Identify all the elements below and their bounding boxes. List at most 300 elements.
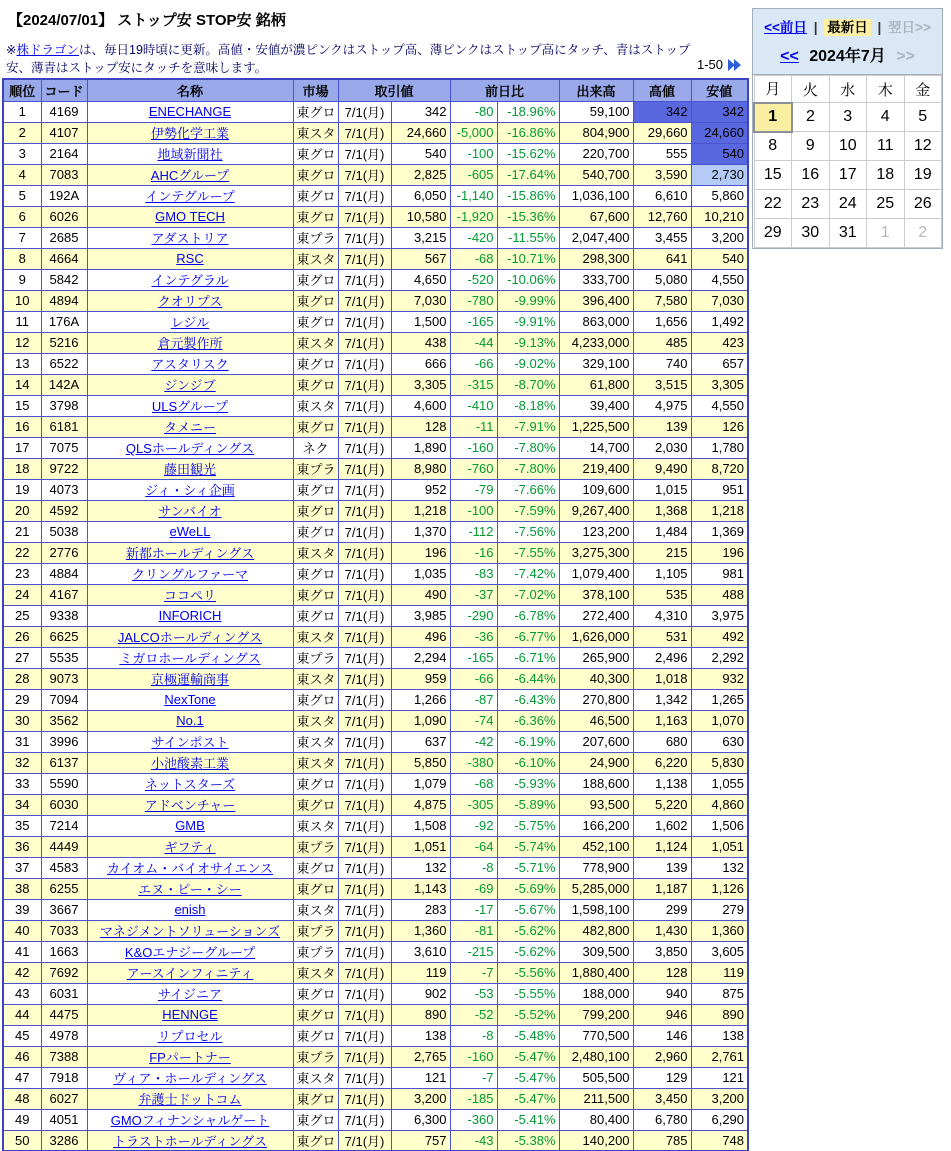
change-cell: -92 — [450, 815, 497, 836]
stock-name-link[interactable]: タメニー — [163, 420, 216, 435]
high-cell: 1,430 — [633, 920, 691, 941]
price-cell: 540 — [391, 143, 450, 164]
high-cell: 7,580 — [633, 290, 691, 311]
change-cell: -36 — [450, 626, 497, 647]
code-cell: 7214 — [41, 815, 87, 836]
name-cell — [87, 626, 293, 647]
change-pct-cell: -5.74% — [497, 836, 559, 857]
name-cell — [87, 269, 293, 290]
name-cell — [87, 689, 293, 710]
name-cell — [87, 794, 293, 815]
price-cell: 119 — [391, 962, 450, 983]
high-cell: 139 — [633, 857, 691, 878]
low-cell: 492 — [691, 626, 748, 647]
stock-name-link[interactable]: サインポスト — [151, 735, 229, 750]
volume-cell: 270,800 — [559, 689, 633, 710]
market-cell: 東グロ — [293, 311, 338, 332]
table-row — [3, 794, 748, 815]
code-cell: 4449 — [41, 836, 87, 857]
stock-name-link[interactable]: 伊勢化学工業 — [150, 126, 229, 141]
price-cell: 121 — [391, 1067, 450, 1088]
next-page-icon[interactable] — [726, 58, 743, 72]
low-cell: 3,605 — [691, 941, 748, 962]
name-cell — [87, 857, 293, 878]
page-title: 【2024/07/01】 ストップ安 STOP安 銘柄 — [8, 12, 286, 29]
market-cell: 東グロ — [293, 374, 338, 395]
date-cell: 7/1(月) — [338, 941, 391, 962]
name-cell — [87, 1109, 293, 1130]
calendar-day[interactable]: 19 — [904, 161, 942, 190]
high-cell: 785 — [633, 1130, 691, 1151]
calendar-nav — [753, 9, 942, 75]
high-cell: 6,780 — [633, 1109, 691, 1130]
high-cell: 4,310 — [633, 605, 691, 626]
stock-name-link[interactable]: INFORICH — [158, 608, 222, 623]
market-cell: 東プラ — [293, 647, 338, 668]
stock-name-link[interactable]: 藤田観光 — [163, 462, 216, 477]
calendar-day[interactable]: 2 — [792, 103, 830, 132]
change-cell: -66 — [450, 668, 497, 689]
market-cell: 東グロ — [293, 164, 338, 185]
volume-cell: 482,800 — [559, 920, 633, 941]
market-cell: 東グロ — [293, 983, 338, 1004]
stock-name-link[interactable]: アダストリア — [151, 231, 229, 246]
date-cell: 7/1(月) — [338, 1130, 391, 1151]
change-pct-cell: -6.78% — [497, 605, 559, 626]
volume-cell: 109,600 — [559, 479, 633, 500]
rank-cell: 17 — [3, 437, 41, 458]
volume-cell: 188,000 — [559, 983, 633, 1004]
stock-name-link[interactable]: eWeLL — [169, 524, 211, 539]
calendar-day[interactable]: 29 — [754, 219, 792, 248]
low-cell: 657 — [691, 353, 748, 374]
change-cell: -290 — [450, 605, 497, 626]
change-cell: -68 — [450, 248, 497, 269]
calendar-day[interactable]: 15 — [754, 161, 792, 190]
low-cell: 748 — [691, 1130, 748, 1151]
calendar-day[interactable]: 11 — [867, 132, 905, 161]
volume-cell: 123,200 — [559, 521, 633, 542]
change-cell: -160 — [450, 1046, 497, 1067]
header-price: 取引値 — [338, 79, 450, 101]
stock-name-link[interactable]: 地域新聞社 — [157, 147, 223, 162]
volume-cell: 1,880,400 — [559, 962, 633, 983]
market-cell: 東プラ — [293, 227, 338, 248]
calendar-day[interactable]: 22 — [754, 190, 792, 219]
market-cell: 東グロ — [293, 773, 338, 794]
name-cell — [87, 416, 293, 437]
table-row — [3, 857, 748, 878]
market-cell: 東グロ — [293, 878, 338, 899]
volume-cell: 799,200 — [559, 1004, 633, 1025]
calendar-day[interactable]: 26 — [904, 190, 942, 219]
market-cell: 東プラ — [293, 1046, 338, 1067]
change-cell: -112 — [450, 521, 497, 542]
code-cell: 6137 — [41, 752, 87, 773]
change-cell: -68 — [450, 773, 497, 794]
code-cell: 9722 — [41, 458, 87, 479]
calendar-day[interactable]: 23 — [792, 190, 830, 219]
rank-cell: 49 — [3, 1109, 41, 1130]
stock-name-link[interactable]: アドベンチャー — [144, 798, 236, 813]
change-pct-cell: -6.71% — [497, 647, 559, 668]
high-cell: 5,080 — [633, 269, 691, 290]
high-cell: 1,656 — [633, 311, 691, 332]
change-pct-cell: -11.55% — [497, 227, 559, 248]
stock-name-link[interactable]: ギフティ — [164, 840, 216, 855]
high-cell: 1,484 — [633, 521, 691, 542]
low-cell: 488 — [691, 584, 748, 605]
change-pct-cell: -6.44% — [497, 668, 559, 689]
pager — [697, 57, 743, 72]
high-cell: 555 — [633, 143, 691, 164]
stock-name-link[interactable]: インテグラル — [151, 273, 229, 288]
date-cell: 7/1(月) — [338, 416, 391, 437]
calendar-day[interactable]: 17 — [829, 161, 867, 190]
low-cell: 3,200 — [691, 227, 748, 248]
table-row — [3, 542, 748, 563]
low-cell: 342 — [691, 101, 748, 122]
change-cell: -43 — [450, 1130, 497, 1151]
stock-name-link[interactable]: QLSホールディングス — [125, 441, 255, 456]
name-cell — [87, 521, 293, 542]
date-cell: 7/1(月) — [338, 500, 391, 521]
price-cell: 3,200 — [391, 1088, 450, 1109]
stock-name-link[interactable]: 小池酸素工業 — [150, 756, 229, 771]
code-cell: 2685 — [41, 227, 87, 248]
change-cell: -66 — [450, 353, 497, 374]
price-cell: 1,090 — [391, 710, 450, 731]
change-pct-cell: -5.67% — [497, 899, 559, 920]
low-cell: 1,492 — [691, 311, 748, 332]
stock-name-link[interactable]: NexTone — [164, 692, 216, 707]
stock-name-link[interactable]: ココペリ — [163, 588, 216, 603]
low-cell: 2,730 — [691, 164, 748, 185]
stock-name-link[interactable]: リプロセル — [157, 1029, 223, 1044]
high-cell: 1,105 — [633, 563, 691, 584]
date-cell: 7/1(月) — [338, 899, 391, 920]
stock-name-link[interactable]: ジンジブ — [164, 378, 216, 393]
name-cell — [87, 752, 293, 773]
market-cell: 東グロ — [293, 185, 338, 206]
stock-name-link[interactable]: 新都ホールディングス — [125, 546, 255, 561]
change-cell: -360 — [450, 1109, 497, 1130]
date-cell: 7/1(月) — [338, 626, 391, 647]
name-cell — [87, 878, 293, 899]
name-cell — [87, 101, 293, 122]
price-cell: 902 — [391, 983, 450, 1004]
stock-name-link[interactable]: No.1 — [176, 713, 204, 728]
code-cell: 3996 — [41, 731, 87, 752]
code-cell: 7083 — [41, 164, 87, 185]
stock-name-link[interactable]: GMO TECH — [155, 209, 225, 224]
change-cell: -1,920 — [450, 206, 497, 227]
stock-name-link[interactable]: クリングルファーマ — [131, 567, 249, 582]
weekday-label: 月 — [754, 76, 792, 103]
low-cell: 119 — [691, 962, 748, 983]
change-cell: -420 — [450, 227, 497, 248]
stock-name-link[interactable]: FPパートナー — [149, 1050, 231, 1065]
code-cell: 9073 — [41, 668, 87, 689]
date-cell: 7/1(月) — [338, 962, 391, 983]
name-cell — [87, 227, 293, 248]
name-cell — [87, 731, 293, 752]
name-cell — [87, 710, 293, 731]
low-cell: 3,305 — [691, 374, 748, 395]
header-high: 高値 — [633, 79, 691, 101]
calendar-day[interactable]: 3 — [829, 103, 867, 132]
stock-name-link[interactable]: マネジメントソリューションズ — [99, 924, 281, 939]
code-cell: 7388 — [41, 1046, 87, 1067]
change-cell: -305 — [450, 794, 497, 815]
name-cell — [87, 395, 293, 416]
stock-name-link[interactable]: クオリプス — [157, 294, 223, 309]
table-row — [3, 605, 748, 626]
calendar-day[interactable]: 4 — [867, 103, 905, 132]
header-market: 市場 — [293, 79, 338, 101]
calendar-day[interactable]: 12 — [904, 132, 942, 161]
calendar-day[interactable]: 30 — [792, 219, 830, 248]
market-cell: 東スタ — [293, 752, 338, 773]
low-cell: 126 — [691, 416, 748, 437]
volume-cell: 2,480,100 — [559, 1046, 633, 1067]
calendar-day[interactable]: 5 — [904, 103, 942, 132]
change-cell: -64 — [450, 836, 497, 857]
stock-name-link[interactable]: アスタリスク — [151, 357, 229, 372]
price-cell: 5,850 — [391, 752, 450, 773]
stock-name-link[interactable]: レジル — [170, 315, 210, 330]
price-cell: 2,825 — [391, 164, 450, 185]
market-cell: 東グロ — [293, 101, 338, 122]
high-cell: 342 — [633, 101, 691, 122]
calendar-grid — [753, 75, 942, 248]
price-cell: 132 — [391, 857, 450, 878]
date-cell: 7/1(月) — [338, 689, 391, 710]
stock-name-link[interactable]: GMOフィナンシャルゲート — [110, 1113, 270, 1128]
date-cell: 7/1(月) — [338, 311, 391, 332]
stock-name-link[interactable]: JALCOホールディングス — [117, 630, 263, 645]
name-cell — [87, 290, 293, 311]
high-cell: 146 — [633, 1025, 691, 1046]
volume-cell: 1,079,400 — [559, 563, 633, 584]
date-cell: 7/1(月) — [338, 1067, 391, 1088]
rank-cell: 50 — [3, 1130, 41, 1151]
change-pct-cell: -7.02% — [497, 584, 559, 605]
prev-month-link[interactable]: << — [780, 48, 799, 65]
name-cell — [87, 458, 293, 479]
price-cell: 1,500 — [391, 311, 450, 332]
name-cell — [87, 164, 293, 185]
table-row — [3, 689, 748, 710]
stock-name-link[interactable]: アースインフィニティ — [126, 966, 254, 981]
code-cell: 4583 — [41, 857, 87, 878]
price-cell: 1,143 — [391, 878, 450, 899]
rank-cell: 10 — [3, 290, 41, 311]
name-cell — [87, 920, 293, 941]
rank-cell: 31 — [3, 731, 41, 752]
rank-cell: 48 — [3, 1088, 41, 1109]
low-cell: 1,051 — [691, 836, 748, 857]
market-cell: 東スタ — [293, 122, 338, 143]
volume-cell: 272,400 — [559, 605, 633, 626]
volume-cell: 452,100 — [559, 836, 633, 857]
price-cell: 567 — [391, 248, 450, 269]
change-cell: -8 — [450, 1025, 497, 1046]
table-row — [3, 206, 748, 227]
stock-name-link[interactable]: ヴィア・ホールディングス — [113, 1071, 267, 1086]
stock-name-link[interactable]: カイオム・バイオサイエンス — [106, 861, 273, 876]
calendar-day[interactable]: 25 — [867, 190, 905, 219]
change-pct-cell: -7.59% — [497, 500, 559, 521]
stock-name-link[interactable]: AHCグループ — [150, 168, 230, 183]
price-cell: 1,370 — [391, 521, 450, 542]
low-cell: 6,290 — [691, 1109, 748, 1130]
calendar-day[interactable]: 24 — [829, 190, 867, 219]
change-pct-cell: -6.10% — [497, 752, 559, 773]
change-pct-cell: -5.41% — [497, 1109, 559, 1130]
calendar-day[interactable]: 31 — [829, 219, 867, 248]
calendar-week-row — [754, 161, 942, 190]
kabu-dragon-link[interactable]: 株ドラゴン — [16, 43, 79, 57]
price-cell: 342 — [391, 101, 450, 122]
price-cell: 1,508 — [391, 815, 450, 836]
table-row — [3, 416, 748, 437]
stock-name-link[interactable]: K&Oエナジーグループ — [124, 945, 256, 960]
price-cell: 666 — [391, 353, 450, 374]
table-row — [3, 353, 748, 374]
change-pct-cell: -5.47% — [497, 1046, 559, 1067]
volume-cell: 59,100 — [559, 101, 633, 122]
rank-cell: 6 — [3, 206, 41, 227]
table-row — [3, 311, 748, 332]
change-pct-cell: -6.36% — [497, 710, 559, 731]
low-cell: 1,780 — [691, 437, 748, 458]
stock-name-link[interactable]: RSC — [176, 251, 204, 266]
change-cell: -53 — [450, 983, 497, 1004]
date-cell: 7/1(月) — [338, 479, 391, 500]
change-cell: -52 — [450, 1004, 497, 1025]
stocks-table — [2, 78, 749, 1151]
market-cell: 東グロ — [293, 1109, 338, 1130]
calendar-day[interactable]: 18 — [867, 161, 905, 190]
stock-name-link[interactable]: サイジニア — [157, 987, 223, 1002]
rank-cell: 24 — [3, 584, 41, 605]
name-cell — [87, 1046, 293, 1067]
low-cell: 2,292 — [691, 647, 748, 668]
rank-cell: 20 — [3, 500, 41, 521]
low-cell: 8,720 — [691, 458, 748, 479]
low-cell: 7,030 — [691, 290, 748, 311]
code-cell: 9338 — [41, 605, 87, 626]
rank-cell: 5 — [3, 185, 41, 206]
high-cell: 5,220 — [633, 794, 691, 815]
change-pct-cell: -7.55% — [497, 542, 559, 563]
stock-name-link[interactable]: サンバイオ — [158, 504, 222, 519]
stock-name-link[interactable]: ULSグループ — [151, 399, 229, 414]
high-cell: 3,590 — [633, 164, 691, 185]
code-cell: 3798 — [41, 395, 87, 416]
stock-name-link[interactable]: トラストホールディングス — [113, 1133, 267, 1149]
rank-cell: 3 — [3, 143, 41, 164]
stock-name-link[interactable]: ジィ・シィ企画 — [145, 483, 235, 498]
calendar — [752, 8, 943, 249]
stock-name-link[interactable]: HENNGE — [162, 1007, 218, 1022]
price-cell: 3,610 — [391, 941, 450, 962]
high-cell: 740 — [633, 353, 691, 374]
change-cell: -8 — [450, 857, 497, 878]
name-cell — [87, 563, 293, 584]
next-day-label: 翌日>> — [888, 20, 931, 35]
date-cell: 7/1(月) — [338, 437, 391, 458]
stock-name-link[interactable]: エヌ・ピー・シー — [138, 882, 242, 897]
high-cell: 128 — [633, 962, 691, 983]
rank-cell: 35 — [3, 815, 41, 836]
calendar-day[interactable]: 9 — [792, 132, 830, 161]
date-cell: 7/1(月) — [338, 206, 391, 227]
low-cell: 3,975 — [691, 605, 748, 626]
volume-cell: 220,700 — [559, 143, 633, 164]
stock-name-link[interactable]: ミガロホールディングス — [119, 651, 261, 666]
date-cell: 7/1(月) — [338, 983, 391, 1004]
calendar-day[interactable]: 16 — [792, 161, 830, 190]
low-cell: 2,761 — [691, 1046, 748, 1067]
table-row — [3, 395, 748, 416]
change-cell: -80 — [450, 101, 497, 122]
stock-name-link[interactable]: GMB — [175, 818, 205, 833]
code-cell: 4894 — [41, 290, 87, 311]
market-cell: 東グロ — [293, 857, 338, 878]
high-cell: 215 — [633, 542, 691, 563]
name-cell — [87, 605, 293, 626]
calendar-day[interactable]: 8 — [754, 132, 792, 161]
date-cell: 7/1(月) — [338, 164, 391, 185]
stock-name-link[interactable]: enish — [174, 902, 206, 917]
change-pct-cell: -9.99% — [497, 290, 559, 311]
price-cell: 959 — [391, 668, 450, 689]
change-pct-cell: -8.70% — [497, 374, 559, 395]
table-row — [3, 164, 748, 185]
stock-name-link[interactable]: インテグループ — [145, 189, 235, 204]
price-cell: 3,305 — [391, 374, 450, 395]
code-cell: 5590 — [41, 773, 87, 794]
price-cell: 1,079 — [391, 773, 450, 794]
change-cell: -81 — [450, 920, 497, 941]
price-cell: 637 — [391, 731, 450, 752]
weekday-label: 火 — [792, 76, 830, 103]
prev-day-link[interactable]: <<前日 — [764, 20, 807, 35]
header-change: 前日比 — [450, 79, 559, 101]
rank-cell: 4 — [3, 164, 41, 185]
volume-cell: 2,047,400 — [559, 227, 633, 248]
name-cell — [87, 542, 293, 563]
code-cell: 5842 — [41, 269, 87, 290]
change-cell: -520 — [450, 269, 497, 290]
stock-name-link[interactable]: ENECHANGE — [148, 104, 232, 119]
stock-name-link[interactable]: ネットスターズ — [144, 777, 236, 792]
date-cell: 7/1(月) — [338, 605, 391, 626]
change-pct-cell: -5.48% — [497, 1025, 559, 1046]
low-cell: 10,210 — [691, 206, 748, 227]
code-cell: 6522 — [41, 353, 87, 374]
volume-cell: 93,500 — [559, 794, 633, 815]
code-cell: 2164 — [41, 143, 87, 164]
stock-name-link[interactable]: 京極運輸商事 — [150, 672, 229, 687]
calendar-day[interactable]: 10 — [829, 132, 867, 161]
stock-name-link[interactable]: 倉元製作所 — [157, 336, 223, 351]
price-cell: 8,980 — [391, 458, 450, 479]
stock-name-link[interactable]: 弁護士ドットコム — [138, 1092, 242, 1107]
low-cell: 1,070 — [691, 710, 748, 731]
